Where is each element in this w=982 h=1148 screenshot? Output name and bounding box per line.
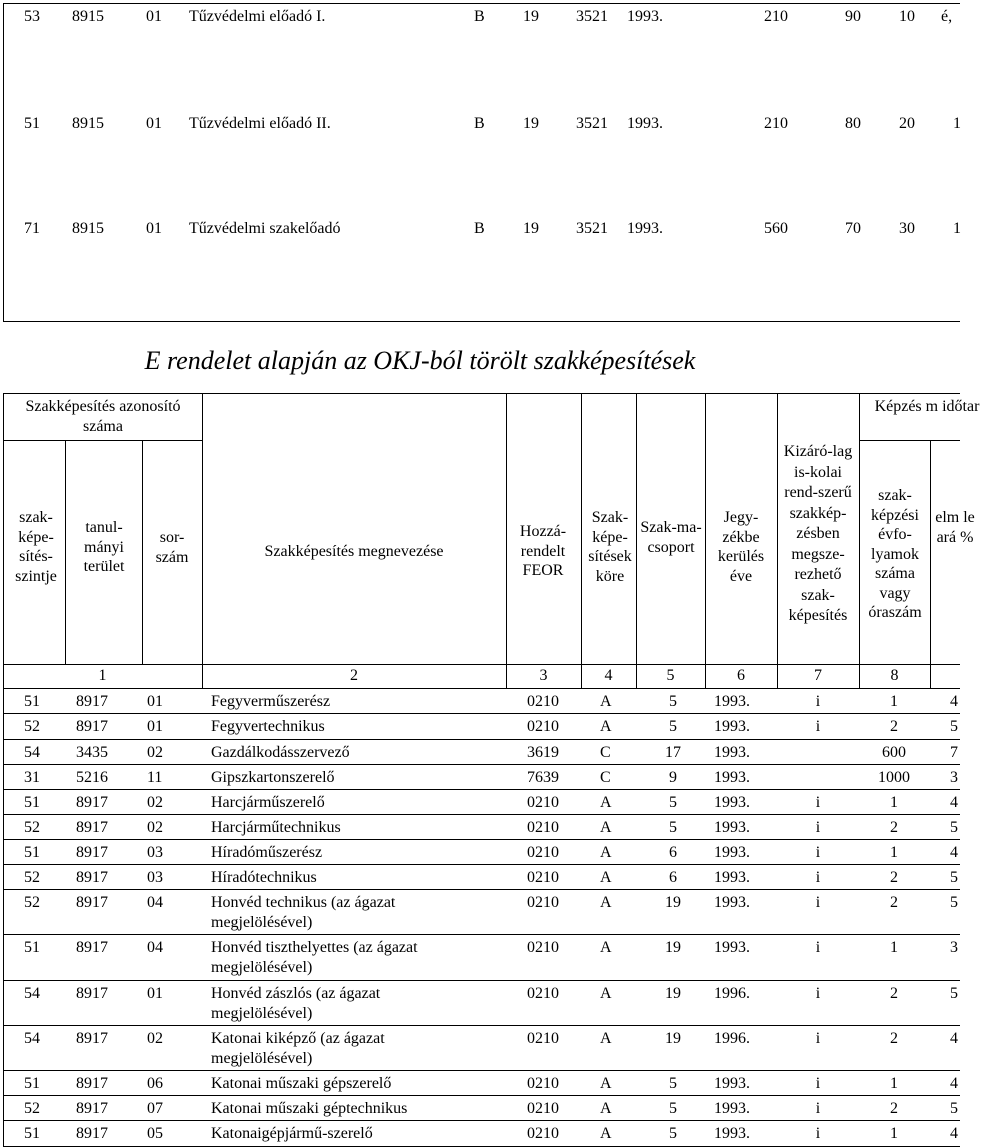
tail-cell: 4 bbox=[950, 1030, 958, 1047]
ora-cell: 560 bbox=[764, 220, 788, 237]
feor-cell: 3521 bbox=[576, 8, 608, 25]
szint-cell: 51 bbox=[24, 115, 40, 132]
header-nev: Szakképesítés megnevezése bbox=[264, 543, 444, 560]
ora-cell: 210 bbox=[764, 115, 788, 132]
terulet-cell: 8915 bbox=[72, 8, 104, 25]
nev-cell: Katonai műszaki géptechnikus bbox=[211, 1100, 408, 1117]
sorszam-cell: 02 bbox=[147, 744, 163, 761]
ev-cell: 1993. bbox=[714, 894, 750, 911]
feor-cell: 0210 bbox=[527, 1075, 559, 1092]
kor-cell: A bbox=[600, 985, 612, 1002]
kizarolag-cell: i bbox=[815, 1075, 821, 1092]
csoport-cell: 19 bbox=[665, 1030, 681, 1047]
szint-cell: 54 bbox=[24, 1030, 40, 1047]
nev-cell: Tűzvédelmi előadó II. bbox=[189, 115, 331, 132]
kizarolag-cell: i bbox=[815, 894, 821, 911]
terulet-cell: 8917 bbox=[76, 1030, 108, 1047]
evfolyam-cell: 600 bbox=[882, 744, 906, 761]
csoport-cell: 5 bbox=[669, 1075, 677, 1092]
tail-cell: 5 bbox=[950, 894, 958, 911]
csoport-cell: 19 bbox=[665, 894, 681, 911]
terulet-cell: 8915 bbox=[72, 220, 104, 237]
sorszam-cell: 07 bbox=[147, 1100, 163, 1117]
sorszam-cell: 02 bbox=[147, 819, 163, 836]
sorszam-cell: 11 bbox=[147, 769, 163, 786]
csoport-cell: 5 bbox=[669, 1100, 677, 1117]
evfolyam-cell: 2 bbox=[890, 1030, 898, 1047]
kizarolag-cell: i bbox=[815, 1100, 821, 1117]
szint-cell: 51 bbox=[24, 844, 40, 861]
kizarolag-cell: i bbox=[815, 939, 821, 956]
szint-cell: 54 bbox=[24, 744, 40, 761]
tail-cell: é, bbox=[941, 8, 953, 25]
ev-cell: 1993. bbox=[627, 220, 663, 237]
szint-cell: 51 bbox=[24, 1125, 40, 1142]
csoport-cell: 17 bbox=[665, 744, 681, 761]
tail-cell: 5 bbox=[950, 985, 958, 1002]
feor-cell: 0210 bbox=[527, 718, 559, 735]
kor-cell: A bbox=[600, 693, 612, 710]
ev-cell: 1993. bbox=[627, 8, 663, 25]
p2-cell: 20 bbox=[899, 115, 915, 132]
header-szint: szak-képe-sítés-szintje bbox=[15, 509, 57, 585]
ev-cell: 1993. bbox=[714, 794, 750, 811]
terulet-cell: 8917 bbox=[76, 985, 108, 1002]
nev-cell-line2: megjelölésével) bbox=[211, 959, 313, 976]
csoport-cell: 19 bbox=[665, 939, 681, 956]
feor-cell: 3521 bbox=[576, 115, 608, 132]
terulet-cell: 8917 bbox=[76, 794, 108, 811]
p1-cell: 90 bbox=[845, 8, 861, 25]
feor-cell: 3521 bbox=[576, 220, 608, 237]
tail-cell: 4 bbox=[950, 693, 958, 710]
kor-cell: C bbox=[600, 744, 611, 761]
terulet-cell: 8917 bbox=[76, 939, 108, 956]
nev-cell: Honvéd zászlós (az ágazat bbox=[211, 985, 381, 1002]
szint-cell: 52 bbox=[24, 819, 40, 836]
feor-cell: 0210 bbox=[527, 894, 559, 911]
tail-cell: 5 bbox=[950, 819, 958, 836]
sorszam-cell: 01 bbox=[147, 693, 163, 710]
nev-cell: Tűzvédelmi szakelőadó bbox=[189, 220, 341, 237]
nev-cell-line2: megjelölésével) bbox=[211, 1050, 313, 1067]
tail-cell: 4 bbox=[950, 1125, 958, 1142]
kor-cell: A bbox=[600, 894, 612, 911]
ev-cell: 1996. bbox=[714, 985, 750, 1002]
kizarolag-cell: i bbox=[815, 985, 821, 1002]
kizarolag-cell: i bbox=[815, 718, 821, 735]
p1-cell: 80 bbox=[845, 115, 861, 132]
kor-cell: B bbox=[474, 220, 485, 237]
csoport-cell: 6 bbox=[669, 844, 677, 861]
evfolyam-cell: 1 bbox=[890, 844, 898, 861]
nev-cell-line2: megjelölésével) bbox=[211, 1005, 313, 1022]
ev-cell: 1993. bbox=[714, 1075, 750, 1092]
p1-cell: 70 bbox=[845, 220, 861, 237]
ora-cell: 210 bbox=[764, 8, 788, 25]
szint-cell: 52 bbox=[24, 894, 40, 911]
feor-cell: 0210 bbox=[527, 1125, 559, 1142]
nev-cell: Katonai kiképző (az ágazat bbox=[211, 1030, 385, 1047]
ev-cell: 1993. bbox=[714, 693, 750, 710]
sorszam-cell: 01 bbox=[146, 8, 162, 25]
evfolyam-cell: 1 bbox=[890, 1075, 898, 1092]
csoport-cell: 19 bbox=[523, 115, 539, 132]
feor-cell: 0210 bbox=[527, 1100, 559, 1117]
page-title: E rendelet alapján az OKJ-ból törölt szakképesítések bbox=[144, 346, 696, 375]
sorszam-cell: 04 bbox=[147, 894, 163, 911]
csoport-cell: 5 bbox=[669, 819, 677, 836]
kor-cell: B bbox=[474, 8, 485, 25]
header-id-group: Szakképesítés azonosító száma bbox=[25, 398, 181, 435]
szint-cell: 54 bbox=[24, 985, 40, 1002]
kizarolag-cell: i bbox=[815, 844, 821, 861]
evfolyam-cell: 2 bbox=[890, 1100, 898, 1117]
top-table bbox=[0, 0, 960, 322]
csoport-cell: 5 bbox=[669, 794, 677, 811]
terulet-cell: 3435 bbox=[76, 744, 108, 761]
feor-cell: 0210 bbox=[527, 819, 559, 836]
szint-cell: 51 bbox=[24, 693, 40, 710]
nev-cell: Katonaigépjármű-szerelő bbox=[211, 1125, 373, 1142]
evfolyam-cell: 1 bbox=[890, 1125, 898, 1142]
header-terulet: tanul-mányi terület bbox=[83, 519, 125, 575]
szint-cell: 53 bbox=[24, 8, 40, 25]
sorszam-cell: 02 bbox=[147, 794, 163, 811]
feor-cell: 7639 bbox=[527, 769, 559, 786]
sorszam-cell: 06 bbox=[147, 1075, 163, 1092]
tail-cell: 5 bbox=[950, 718, 958, 735]
kor-cell: A bbox=[600, 1100, 612, 1117]
sorszam-cell: 01 bbox=[146, 220, 162, 237]
nev-cell: Honvéd tiszthelyettes (az ágazat bbox=[211, 939, 418, 956]
szint-cell: 71 bbox=[24, 220, 40, 237]
evfolyam-cell: 2 bbox=[890, 894, 898, 911]
sorszam-cell: 01 bbox=[147, 985, 163, 1002]
evfolyam-cell: 2 bbox=[890, 819, 898, 836]
terulet-cell: 8917 bbox=[76, 844, 108, 861]
nev-cell: Gazdálkodásszervező bbox=[211, 744, 350, 761]
szint-cell: 52 bbox=[24, 869, 40, 886]
kizarolag-cell: i bbox=[815, 794, 821, 811]
csoport-cell: 5 bbox=[669, 693, 677, 710]
tail-cell: 4 bbox=[950, 794, 958, 811]
terulet-cell: 8917 bbox=[76, 1125, 108, 1142]
feor-cell: 3619 bbox=[527, 744, 559, 761]
szint-cell: 52 bbox=[24, 718, 40, 735]
tail-cell: 1 bbox=[953, 220, 961, 237]
nev-cell: Harcjárműszerelő bbox=[211, 794, 325, 811]
terulet-cell: 8917 bbox=[76, 718, 108, 735]
kor-cell: A bbox=[600, 819, 612, 836]
nev-cell: Fegyverműszerész bbox=[211, 693, 331, 710]
col-number: 7 bbox=[814, 667, 822, 684]
ev-cell: 1993. bbox=[714, 718, 750, 735]
csoport-cell: 6 bbox=[669, 869, 677, 886]
evfolyam-cell: 1 bbox=[890, 794, 898, 811]
szint-cell: 51 bbox=[24, 939, 40, 956]
nev-cell: Honvéd technikus (az ágazat bbox=[211, 894, 396, 911]
kor-cell: C bbox=[600, 769, 611, 786]
kor-cell: A bbox=[600, 794, 612, 811]
terulet-cell: 8917 bbox=[76, 693, 108, 710]
kor-cell: A bbox=[600, 1125, 612, 1142]
evfolyam-cell: 1 bbox=[890, 693, 898, 710]
col-number: 2 bbox=[350, 667, 358, 684]
feor-cell: 0210 bbox=[527, 844, 559, 861]
kizarolag-cell: i bbox=[815, 869, 821, 886]
evfolyam-cell: 2 bbox=[890, 985, 898, 1002]
header-kor: Szak-képe-sítések köre bbox=[588, 509, 632, 585]
p2-cell: 10 bbox=[899, 8, 915, 25]
nev-cell: Katonai műszaki gépszerelő bbox=[211, 1075, 392, 1092]
terulet-cell: 8917 bbox=[76, 894, 108, 911]
kor-cell: B bbox=[474, 115, 485, 132]
feor-cell: 0210 bbox=[527, 1030, 559, 1047]
col-number: 8 bbox=[890, 667, 899, 684]
csoport-cell: 9 bbox=[669, 769, 677, 786]
terulet-cell: 8915 bbox=[72, 115, 104, 132]
header-csoport: Szak-ma-csoport bbox=[640, 519, 702, 556]
nev-cell: Harcjárműtechnikus bbox=[211, 819, 341, 836]
szint-cell: 51 bbox=[24, 794, 40, 811]
szint-cell: 51 bbox=[24, 1075, 40, 1092]
ev-cell: 1993. bbox=[714, 1125, 750, 1142]
nev-cell: Híradóműszerész bbox=[211, 844, 323, 861]
nev-cell: Fegyvertechnikus bbox=[211, 718, 325, 735]
sorszam-cell: 04 bbox=[147, 939, 163, 956]
header-feor: Hozzá-rendelt FEOR bbox=[519, 523, 567, 579]
terulet-cell: 8917 bbox=[76, 1075, 108, 1092]
evfolyam-cell: 2 bbox=[890, 869, 898, 886]
header-evfolyam: szak-képzési évfo-lyamok száma vagy óraszám bbox=[868, 487, 922, 621]
nev-cell: Gipszkartonszerelő bbox=[211, 769, 335, 786]
ev-cell: 1996. bbox=[714, 1030, 750, 1047]
kor-cell: A bbox=[600, 939, 612, 956]
csoport-cell: 5 bbox=[669, 718, 677, 735]
terulet-cell: 5216 bbox=[76, 769, 108, 786]
col-number: 3 bbox=[539, 667, 548, 684]
sorszam-cell: 02 bbox=[147, 1030, 163, 1047]
kor-cell: A bbox=[600, 844, 612, 861]
ev-cell: 1993. bbox=[714, 869, 750, 886]
tail-cell: 3 bbox=[950, 769, 958, 786]
terulet-cell: 8917 bbox=[76, 869, 108, 886]
feor-cell: 0210 bbox=[527, 794, 559, 811]
feor-cell: 0210 bbox=[527, 985, 559, 1002]
header-sorszam: sor-szám bbox=[155, 529, 189, 566]
kor-cell: A bbox=[600, 1030, 612, 1047]
ev-cell: 1993. bbox=[627, 115, 663, 132]
tail-cell: 3 bbox=[950, 939, 958, 956]
ev-cell: 1993. bbox=[714, 844, 750, 861]
csoport-cell: 19 bbox=[665, 985, 681, 1002]
evfolyam-cell: 1 bbox=[890, 939, 898, 956]
header-elm: elm le ará % bbox=[935, 509, 975, 546]
nev-cell-line2: megjelölésével) bbox=[211, 914, 313, 931]
kor-cell: A bbox=[600, 718, 612, 735]
tail-cell: 5 bbox=[950, 869, 958, 886]
ev-cell: 1993. bbox=[714, 744, 750, 761]
szint-cell: 31 bbox=[24, 769, 40, 786]
ev-cell: 1993. bbox=[714, 1100, 750, 1117]
csoport-cell: 19 bbox=[523, 8, 539, 25]
tail-cell: 4 bbox=[950, 1075, 958, 1092]
col-number: 4 bbox=[604, 667, 613, 684]
tail-cell: 1 bbox=[953, 115, 961, 132]
col-number: 1 bbox=[98, 667, 107, 684]
tail-cell: 5 bbox=[950, 1100, 958, 1117]
feor-cell: 0210 bbox=[527, 869, 559, 886]
ev-cell: 1993. bbox=[714, 769, 750, 786]
kor-cell: A bbox=[600, 869, 612, 886]
header-ev: Jegy-zékbe kerülés éve bbox=[717, 509, 765, 585]
ev-cell: 1993. bbox=[714, 819, 750, 836]
terulet-cell: 8917 bbox=[76, 1100, 108, 1117]
szint-cell: 52 bbox=[24, 1100, 40, 1117]
nev-cell: Tűzvédelmi előadó I. bbox=[189, 8, 326, 25]
kizarolag-cell: i bbox=[815, 693, 821, 710]
kor-cell: A bbox=[600, 1075, 612, 1092]
col-number: 5 bbox=[666, 667, 675, 684]
tail-cell: 7 bbox=[950, 744, 958, 761]
tail-cell: 4 bbox=[950, 844, 958, 861]
csoport-cell: 19 bbox=[523, 220, 539, 237]
sorszam-cell: 05 bbox=[147, 1125, 163, 1142]
feor-cell: 0210 bbox=[527, 693, 559, 710]
feor-cell: 0210 bbox=[527, 939, 559, 956]
p2-cell: 30 bbox=[899, 220, 915, 237]
csoport-cell: 5 bbox=[669, 1125, 677, 1142]
evfolyam-cell: 1000 bbox=[878, 769, 910, 786]
header-kepzes: Képzés m időtar bbox=[874, 398, 980, 415]
evfolyam-cell: 2 bbox=[890, 718, 898, 735]
sorszam-cell: 01 bbox=[146, 115, 162, 132]
sorszam-cell: 03 bbox=[147, 869, 163, 886]
kizarolag-cell: i bbox=[815, 1125, 821, 1142]
sorszam-cell: 01 bbox=[147, 718, 163, 735]
col-number: 6 bbox=[737, 667, 745, 684]
header-kizarolag: Kizáró-lag is-kolai rend-szerű szakkép-zésben megsze-rezhető szak-képesítés bbox=[783, 443, 853, 624]
nev-cell: Híradótechnikus bbox=[211, 869, 317, 886]
ev-cell: 1993. bbox=[714, 939, 750, 956]
sorszam-cell: 03 bbox=[147, 844, 163, 861]
kizarolag-cell: i bbox=[815, 1030, 821, 1047]
kizarolag-cell: i bbox=[815, 819, 821, 836]
terulet-cell: 8917 bbox=[76, 819, 108, 836]
